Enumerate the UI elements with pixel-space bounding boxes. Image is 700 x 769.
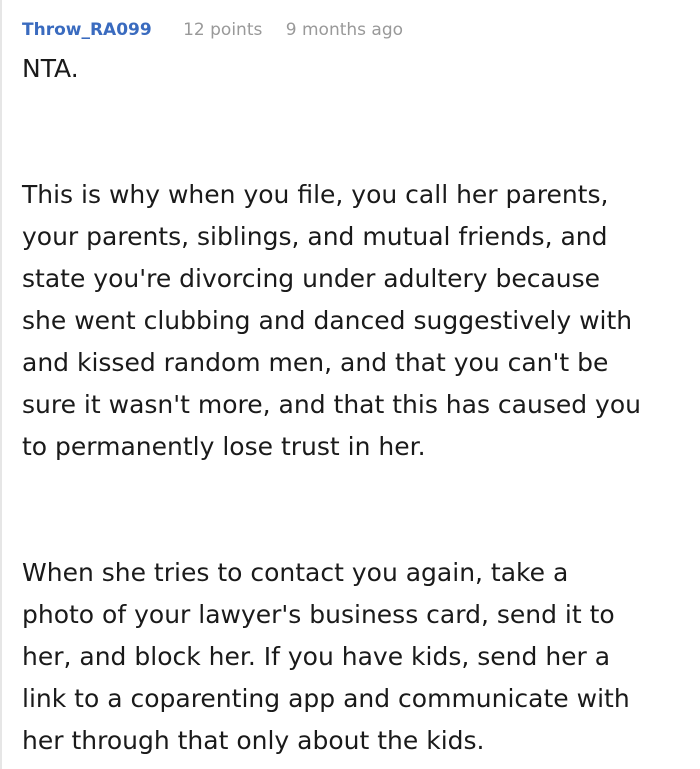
- comment-line: and kissed random men, and that you can't be: [22, 348, 609, 377]
- comment-line: sure it wasn't more, and that this has caused you: [22, 390, 641, 419]
- comment-line: her through that only about the kids.: [22, 726, 485, 755]
- comment-line: NTA.: [22, 54, 79, 83]
- comment-thread-line: [0, 0, 2, 769]
- comment-body: [22, 48, 690, 762]
- comment-line: to permanently lose trust in her.: [22, 432, 426, 461]
- comment-line: your parents, siblings, and mutual friends, and: [22, 222, 608, 251]
- comment-line: This is why when you file, you call her parents,: [22, 180, 609, 209]
- comment-line: her, and block her. If you have kids, send her a: [22, 642, 611, 671]
- comment-paragraph: [22, 48, 690, 90]
- comment-line: photo of your lawyer's business card, send it to: [22, 600, 615, 629]
- comment-line: she went clubbing and danced suggestively with: [22, 306, 633, 335]
- comment-paragraph: [22, 552, 690, 762]
- comment-meta: [22, 18, 421, 42]
- comment-author-link[interactable]: Throw_RA099: [22, 20, 152, 40]
- comment-points: 12 points: [183, 20, 263, 40]
- comment-line: state you're divorcing under adultery because: [22, 264, 601, 293]
- comment-paragraph: [22, 174, 690, 468]
- comment-line: link to a coparenting app and communicate with: [22, 684, 630, 713]
- comment-timestamp: 9 months ago: [285, 20, 404, 40]
- comment-line: When she tries to contact you again, take a: [22, 558, 569, 587]
